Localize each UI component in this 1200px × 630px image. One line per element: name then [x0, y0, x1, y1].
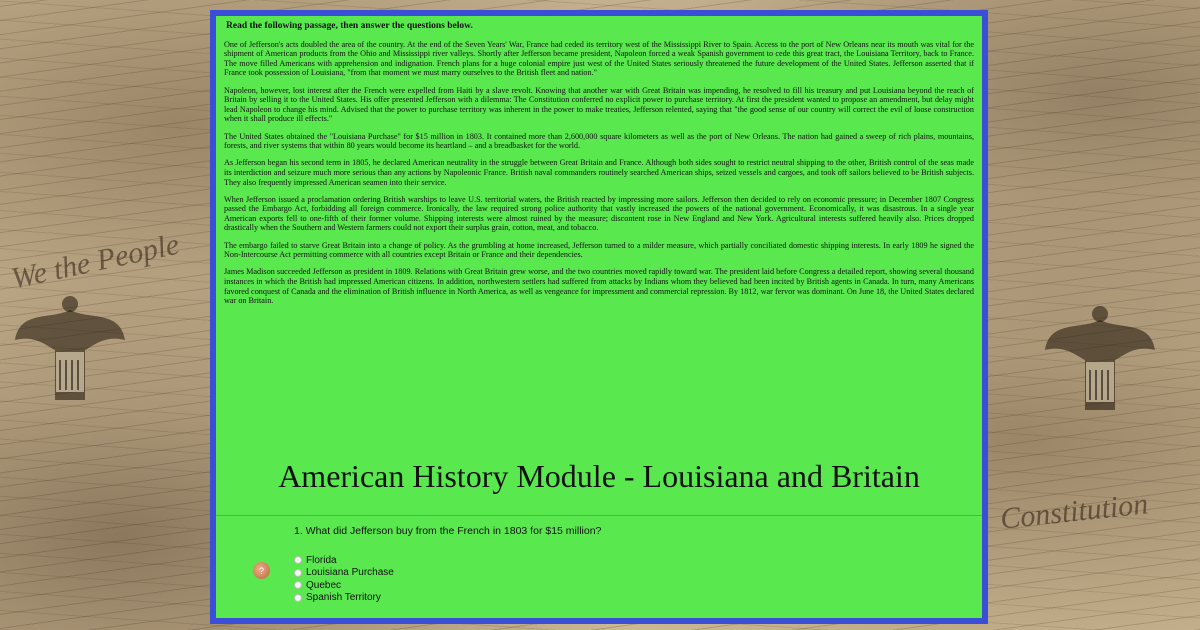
divider	[216, 515, 982, 516]
option-label: Florida	[306, 554, 337, 566]
answer-option-spanish-territory[interactable]	[294, 592, 394, 605]
hint-icon[interactable]: ?	[253, 562, 270, 579]
answer-options	[294, 554, 394, 604]
content-panel	[210, 10, 988, 624]
module-title: American History Module - Louisiana and Britain	[278, 458, 920, 494]
option-label: Quebec	[306, 579, 342, 591]
answer-option-louisiana-purchase[interactable]	[294, 567, 394, 580]
radio-button[interactable]	[294, 569, 302, 577]
radio-button[interactable]	[294, 594, 302, 602]
option-label: Spanish Territory	[306, 592, 381, 604]
passage-paragraph: One of Jefferson's acts doubled the area of the country. At the end of the Seven Years' War, France had ceded its territory west of the Mississippi River to Spain. Access to the port of New Orleans near its mouth was vital for the shipment of American products from the Ohio and Mississippi river valleys. Shortly after Jefferson became president, Napoleon forced a weak Spanish government to cede this great tract, the Louisiana Territory, back to France. The move filled Americans with apprehension and indignation. French plans for a huge colonial empire just west of the United States seriously threatened the future development of the United States. Jefferson asserted that if France took possession of Louisiana, "from that moment we must marry ourselves to the British fleet and nation."	[224, 39, 974, 78]
answer-option-quebec[interactable]	[294, 579, 394, 592]
background-script-text: Constitution	[998, 487, 1150, 536]
reading-passage	[224, 22, 974, 313]
passage-paragraph: The embargo failed to starve Great Britain into a change of policy. As the grumbling at home increased, Jefferson turned to a milder measure, which partially conciliated domestic shipping interests. In early 1809 he signed the Non-Intercourse Act permitting commerce with all countries except Britain or France and their dependencies.	[224, 240, 974, 260]
radio-button[interactable]	[294, 556, 302, 564]
passage-paragraph: When Jefferson issued a proclamation ordering British warships to leave U.S. territorial waters, the British reacted by impressing more sailors. Jefferson then decided to rely on economic pressure; in December 1807 Congress passed the Embargo Act, forbidding all foreign commerce. Ironically, the law required strong police authority that vastly increased the powers of the national government. Economically, it was disastrous. In a single year American exports fell to one-fifth of their former volume. Shipping interests were almost ruined by the measure; discontent rose in New England and New York. Agricultural interests suffered heavily also. Prices dropped drastically when the Southern and Western farmers could not export their surplus grain, cotton, meat, and tobacco.	[224, 194, 974, 233]
eagle-seal-icon	[10, 290, 130, 420]
background-script-text: We the People	[8, 227, 182, 296]
passage-paragraph: James Madison succeeded Jefferson as president in 1809. Relations with Great Britain grew worse, and the two countries moved rapidly toward war. The president laid before Congress a detailed report, showing several thousand instances in which the British had impressed American citizens. In addition, northwestern settlers had suffered from attacks by Indians whom they believed had been incited by British agents in Canada. In turn, many Americans favored conquest of Canada and the elimination of British influence in North America, as well as vengeance for impressment and commercial repression. By 1812, war fervor was dominant. On June 18, the United States declared war on Britain.	[224, 267, 974, 306]
passage-paragraph: The United States obtained the "Louisiana Purchase" for $15 million in 1803. It contained more than 2,600,000 square kilometers as well as the port of New Orleans. The nation had gained a sweep of rich plains, mountains, forests, and river systems that within 80 years would become its heartland – and a breadbasket for the world.	[224, 131, 974, 151]
option-label: Louisiana Purchase	[306, 567, 394, 579]
radio-button[interactable]	[294, 581, 302, 589]
question-text: 1. What did Jefferson buy from the French in 1803 for $15 million?	[294, 525, 602, 537]
eagle-seal-icon	[1040, 300, 1160, 430]
passage-instructions: Read the following passage, then answer the questions below.	[226, 21, 473, 31]
answer-option-florida[interactable]	[294, 554, 394, 567]
passage-paragraph: As Jefferson began his second term in 1805, he declared American neutrality in the struggle between Great Britain and France. Although both sides sought to restrict neutral shipping to the other, British control of the seas made its interdiction and seizure much more serious than any actions by Napoleonic France. British naval commanders routinely searched American ships, seized vessels and cargoes, and took off sailors believed to be British subjects. They also frequently impressed American seamen into their service.	[224, 158, 974, 187]
passage-paragraph: Napoleon, however, lost interest after the French were expelled from Haiti by a slave revolt. Knowing that another war with Great Britain was impending, he resolved to fill his treasury and put Louisiana beyond the reach of Britain by selling it to the United States. His offer presented Jefferson with a dilemma: The Constitution conferred no explicit power to purchase territory. At first the president wanted to propose an amendment, but delay might lead Napoleon to change his mind. Advised that the power to purchase territory was inherent in the power to make treaties, Jefferson relented, saying that "the good sense of our country will correct the evil of loose construction when it shall produce ill effects."	[224, 85, 974, 124]
